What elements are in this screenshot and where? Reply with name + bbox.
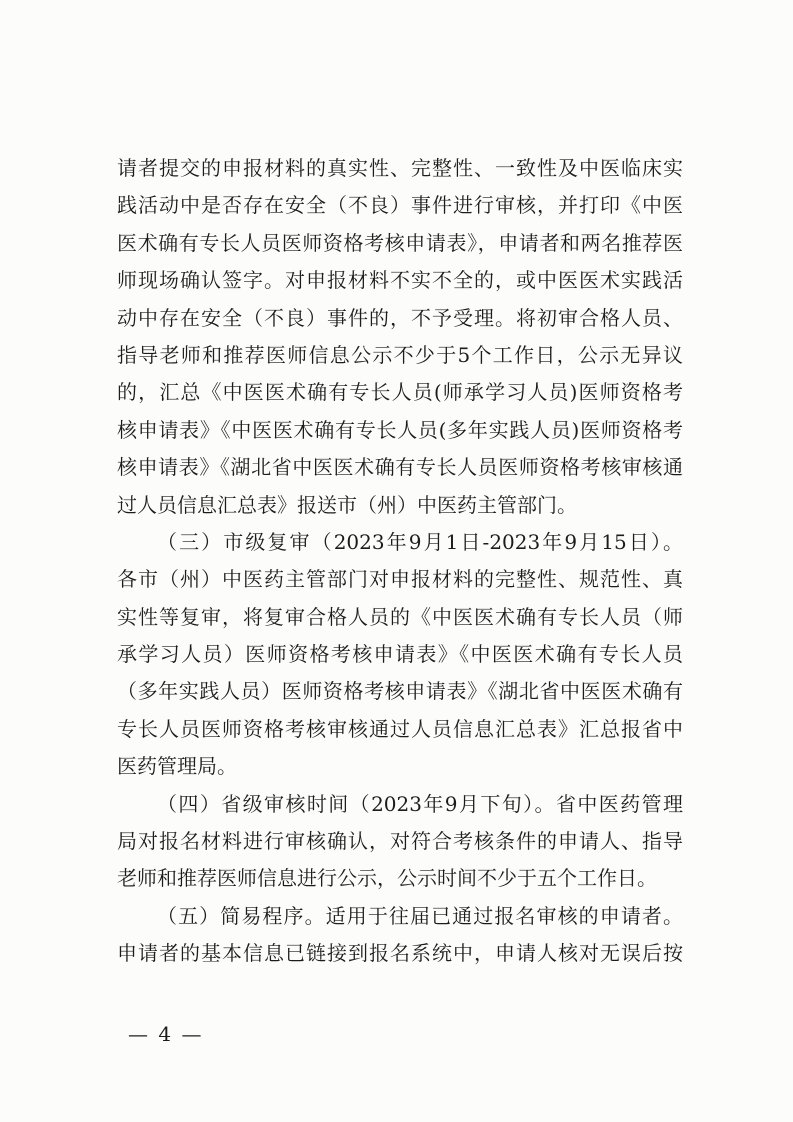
text-line: 践活动中是否存在安全（不良）事件进行审核，并打印《中医 [117,193,683,218]
text-line: 实性等复审，将复审合格人员的《中医医术确有专长人员（师 [117,604,683,629]
text-line: 过人员信息汇总表》报送市（州）中医药主管部门。 [117,492,577,517]
section-heading-five: （五）简易程序。适用于往届已通过报名审核的申请者。 [157,903,683,928]
text-line: 核申请表》《中医医术确有专长人员(多年实践人员)医师资格考 [117,417,683,442]
page-number: — 4 — [128,1022,204,1046]
text-line: 申请者的基本信息已链接到报名系统中，申请人核对无误后按 [117,941,683,966]
text-line: 核申请表》《湖北省中医医术确有专长人员医师资格考核审核通 [117,455,683,480]
text-line: 老师和推荐医师信息进行公示，公示时间不少于五个工作日。 [117,866,657,891]
text-line: （多年实践人员）医师资格考核申请表》《湖北省中医医术确有 [117,679,683,704]
text-line: 承学习人员）医师资格考核申请表》《中医医术确有专长人员 [117,642,683,667]
text-line: 指导老师和推荐医师信息公示不少于5个工作日，公示无异议 [117,342,683,367]
text-line: 局对报名材料进行审核确认，对符合考核条件的申请人、指导 [117,829,683,854]
text-line: 各市（州）中医药主管部门对申报材料的完整性、规范性、真 [117,567,683,592]
text-line: 医术确有专长人员医师资格考核申请表》，申请者和两名推荐医 [117,230,683,255]
section-heading-four: （四）省级审核时间（2023年9月下旬）。省中医药管理 [157,791,683,816]
text-line: 专长人员医师资格考核审核通过人员信息汇总表》汇总报省中 [117,716,683,741]
text-line: 医药管理局。 [117,754,237,779]
section-heading-three: （三）市级复审（2023年9月1日-2023年9月15日）。 [157,529,683,554]
text-line: 请者提交的申报材料的真实性、完整性、一致性及中医临床实 [117,156,683,180]
text-line: 动中存在安全（不良）事件的，不予受理。将初审合格人员、 [117,305,683,330]
body-text [117,150,683,973]
text-line: 师现场确认签字。对申报材料不实不全的，或中医医术实践活 [117,268,683,293]
text-line: 的，汇总《中医医术确有专长人员(师承学习人员)医师资格考 [117,380,683,405]
